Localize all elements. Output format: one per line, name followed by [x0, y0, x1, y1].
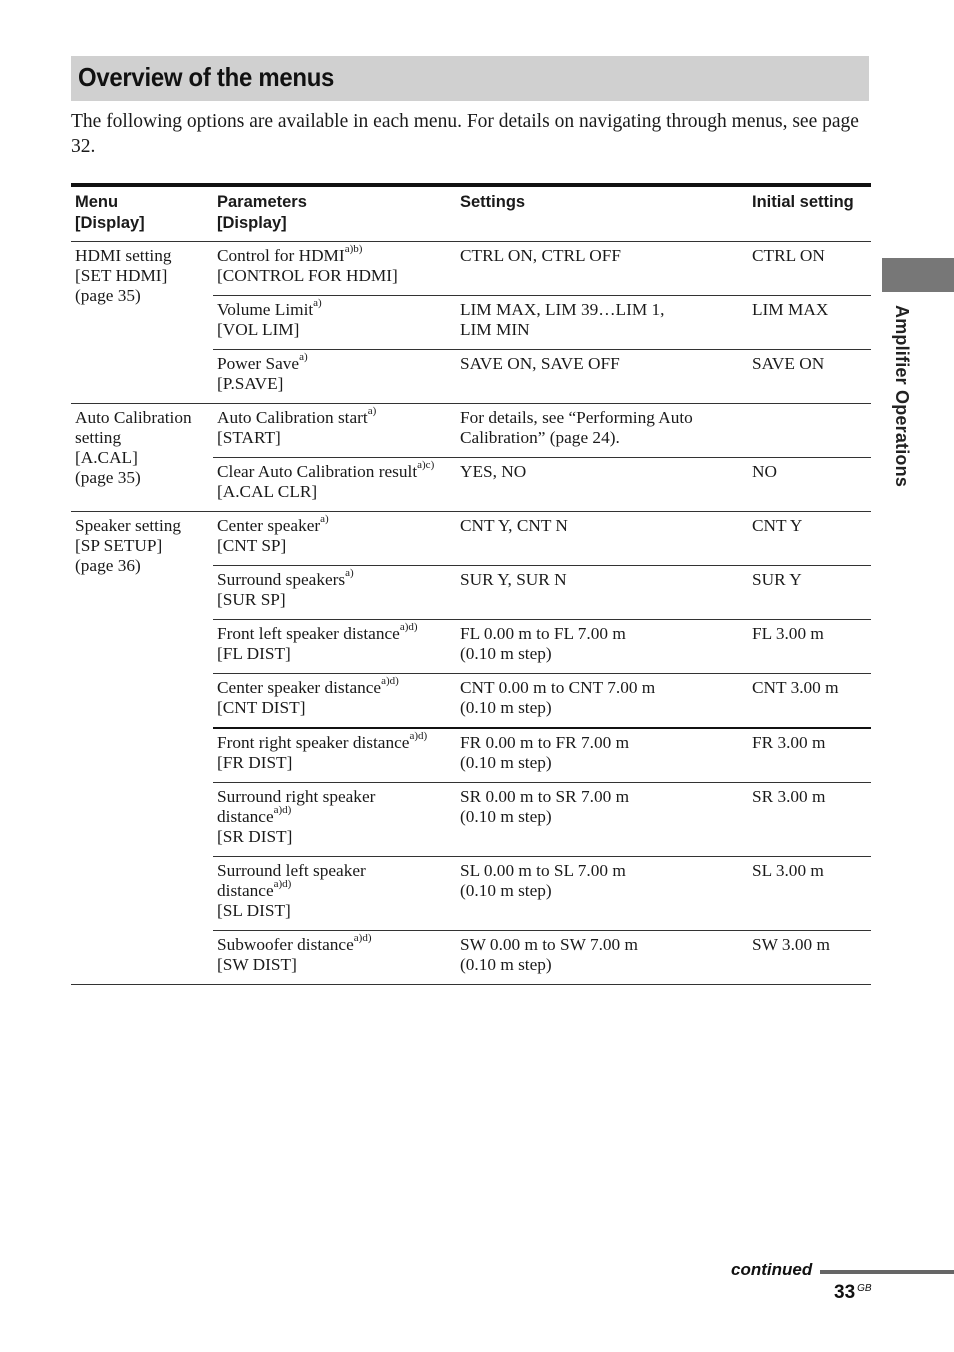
settings-line: CTRL ON, CTRL OFF: [460, 246, 621, 265]
parameter-name-text: Clear Auto Calibration result: [217, 462, 418, 481]
parameter-name-cont: [217, 804, 452, 827]
parameter-name: [217, 730, 452, 753]
parameter-name-text: Volume Limit: [217, 300, 314, 319]
page-title: Overview of the menus: [78, 62, 335, 92]
menu-name-line: Speaker setting: [75, 516, 182, 535]
settings-line: LIM MAX, LIM 39…LIM 1,: [460, 300, 665, 319]
settings-line: (0.10 m step): [460, 698, 552, 717]
parameter-name: [217, 243, 452, 266]
parameter-cell: [213, 674, 456, 729]
parameter-name-text: Front right speaker distance: [217, 733, 410, 752]
initial-setting-cell: [748, 620, 871, 674]
menu-name-line: HDMI setting: [75, 246, 172, 265]
parameter-display: [P.SAVE]: [217, 374, 284, 393]
footnote-ref: a)d): [273, 878, 292, 891]
initial-setting-cell: [748, 857, 871, 931]
initial-setting-value: CNT Y: [752, 516, 803, 535]
initial-setting-value: FR 3.00 m: [752, 733, 826, 752]
footnote-ref: a)b): [344, 243, 363, 256]
initial-setting-cell: [748, 350, 871, 404]
settings-cell: [456, 857, 748, 931]
parameter-name-text: Power Save: [217, 354, 300, 373]
parameter-name-text: distance: [217, 881, 274, 900]
table-row: [71, 242, 871, 296]
header-settings: [456, 185, 748, 242]
parameter-cell: [213, 404, 456, 458]
initial-setting-value: CTRL ON: [752, 246, 825, 265]
initial-setting-cell: [748, 783, 871, 857]
page-number: [834, 1282, 872, 1304]
settings-cell: [456, 620, 748, 674]
parameter-cell: [213, 242, 456, 296]
page-number-suffix: GB: [857, 1282, 872, 1294]
parameter-display: [CNT DIST]: [217, 698, 306, 717]
table-row: [71, 404, 871, 458]
settings-line: CNT Y, CNT N: [460, 516, 568, 535]
parameter-display: [SUR SP]: [217, 590, 286, 609]
parameter-name-text: Surround speakers: [217, 570, 346, 589]
parameter-name: [217, 459, 452, 482]
initial-setting-cell: [748, 404, 871, 458]
parameter-name-text: distance: [217, 807, 274, 826]
parameter-name: [217, 513, 452, 536]
parameter-name: [217, 621, 452, 644]
settings-line: (0.10 m step): [460, 955, 552, 974]
settings-line: FR 0.00 m to FR 7.00 m: [460, 733, 630, 752]
parameter-name-text: Surround left speaker: [217, 861, 366, 880]
parameter-cell: [213, 783, 456, 857]
parameter-name-cont: [217, 878, 452, 901]
parameter-display: [START]: [217, 428, 281, 447]
parameter-display: [VOL LIM]: [217, 320, 300, 339]
settings-cell: [456, 404, 748, 458]
footnote-ref: a)d): [399, 621, 418, 634]
parameter-display: [CNT SP]: [217, 536, 287, 555]
parameter-name-text: Surround right speaker: [217, 787, 376, 806]
settings-line: SUR Y, SUR N: [460, 570, 567, 589]
menu-name-line: [A.CAL]: [75, 448, 138, 467]
settings-cell: [456, 458, 748, 512]
settings-line: (0.10 m step): [460, 807, 552, 826]
initial-setting-value: SW 3.00 m: [752, 935, 830, 954]
settings-line: SW 0.00 m to SW 7.00 m: [460, 935, 638, 954]
settings-line: Calibration” (page 24).: [460, 428, 620, 447]
menu-cell: [71, 512, 213, 985]
initial-setting-cell: [748, 242, 871, 296]
header-parameters: [213, 185, 456, 242]
parameter-cell: [213, 620, 456, 674]
footnote-ref: a)d): [409, 730, 428, 743]
initial-setting-cell: [748, 674, 871, 729]
parameter-name: [217, 405, 452, 428]
parameter-cell: [213, 350, 456, 404]
parameter-name: [217, 675, 452, 698]
footnote-ref: a): [345, 567, 354, 580]
table-body: [71, 242, 871, 985]
settings-line: SR 0.00 m to SR 7.00 m: [460, 787, 630, 806]
footnote-ref: a)c): [417, 459, 435, 472]
menu-cell: [71, 242, 213, 404]
initial-setting-cell: [748, 728, 871, 783]
initial-setting-value: FL 3.00 m: [752, 624, 824, 643]
initial-setting-value: NO: [752, 462, 777, 481]
parameter-cell: [213, 512, 456, 566]
parameter-name-text: Control for HDMI: [217, 246, 345, 265]
settings-line: YES, NO: [460, 462, 527, 481]
parameter-name-text: Center speaker: [217, 516, 321, 535]
settings-cell: [456, 512, 748, 566]
parameter-name-text: Front left speaker distance: [217, 624, 400, 643]
settings-cell: [456, 931, 748, 985]
parameter-display: [CONTROL FOR HDMI]: [217, 266, 398, 285]
settings-line: SAVE ON, SAVE OFF: [460, 354, 620, 373]
initial-setting-value: SL 3.00 m: [752, 861, 824, 880]
section-tab-marker: [882, 258, 954, 292]
parameter-cell: [213, 931, 456, 985]
header-parameters-line2: [Display]: [217, 214, 287, 232]
settings-line: SL 0.00 m to SL 7.00 m: [460, 861, 626, 880]
header-initial-setting: [748, 185, 871, 242]
initial-setting-cell: [748, 512, 871, 566]
menu-name-line: setting: [75, 428, 122, 447]
header-parameters-line1: Parameters: [217, 193, 307, 211]
settings-cell: [456, 296, 748, 350]
parameter-name-text: Auto Calibration start: [217, 408, 368, 427]
settings-cell: [456, 783, 748, 857]
footnote-ref: a)d): [381, 675, 399, 688]
table-header-row: [71, 185, 871, 242]
parameter-display: [SW DIST]: [217, 955, 297, 974]
footnote-ref: a)d): [273, 804, 292, 817]
title-bar: [71, 56, 869, 101]
parameter-display: [SL DIST]: [217, 901, 291, 920]
header-menu-line1: Menu: [75, 193, 119, 211]
parameter-name-text: Subwoofer distance: [217, 935, 354, 954]
settings-cell: [456, 242, 748, 296]
settings-cell: [456, 350, 748, 404]
initial-setting-value: SAVE ON: [752, 354, 825, 373]
parameter-name: [217, 861, 452, 881]
initial-setting-cell: [748, 296, 871, 350]
settings-cell: [456, 566, 748, 620]
parameter-name: [217, 567, 452, 590]
parameter-cell: [213, 728, 456, 783]
menu-name-line: (page 35): [75, 286, 141, 305]
parameter-display: [FL DIST]: [217, 644, 291, 663]
menu-name-line: (page 36): [75, 556, 141, 575]
header-menu-line2: [Display]: [75, 214, 145, 232]
settings-line: (0.10 m step): [460, 881, 552, 900]
parameter-name: [217, 787, 452, 807]
continued-rule: [820, 1270, 954, 1274]
table-row: [71, 512, 871, 566]
initial-setting-value: LIM MAX: [752, 300, 829, 319]
menu-name-line: (page 35): [75, 468, 141, 487]
footnote-ref: a): [299, 351, 308, 364]
parameter-name-text: Center speaker distance: [217, 678, 382, 697]
settings-line: CNT 0.00 m to CNT 7.00 m: [460, 678, 656, 697]
parameter-name: [217, 932, 452, 955]
menu-name-line: [SP SETUP]: [75, 536, 163, 555]
settings-line: (0.10 m step): [460, 753, 552, 772]
parameter-name: [217, 351, 452, 374]
parameter-display: [FR DIST]: [217, 753, 293, 772]
initial-setting-cell: [748, 931, 871, 985]
parameter-cell: [213, 458, 456, 512]
footnote-ref: a): [367, 405, 377, 418]
footnote-ref: a): [320, 513, 329, 526]
parameter-cell: [213, 566, 456, 620]
section-tab-label: Amplifier Operations: [892, 305, 912, 488]
header-menu: [71, 185, 213, 242]
intro-paragraph: The following options are available in each menu. For details on navigating through menus, see page 32.: [71, 111, 859, 157]
footnote-ref: a)d): [353, 932, 372, 945]
menu-overview-table: [71, 183, 871, 985]
settings-line: FL 0.00 m to FL 7.00 m: [460, 624, 626, 643]
initial-setting-value: SUR Y: [752, 570, 802, 589]
menu-cell: [71, 404, 213, 512]
header-settings-label: Settings: [460, 193, 526, 211]
parameter-cell: [213, 857, 456, 931]
page-number-value: 33: [834, 1282, 856, 1303]
parameter-name: [217, 297, 452, 320]
parameter-display: [A.CAL CLR]: [217, 482, 318, 501]
settings-line: For details, see “Performing Auto: [460, 408, 693, 427]
parameter-cell: [213, 296, 456, 350]
parameter-display: [SR DIST]: [217, 827, 293, 846]
initial-setting-cell: [748, 458, 871, 512]
initial-setting-cell: [748, 566, 871, 620]
footnote-ref: a): [313, 297, 322, 310]
settings-cell: [456, 674, 748, 729]
initial-setting-value: CNT 3.00 m: [752, 678, 839, 697]
continued-label: continued: [731, 1260, 813, 1279]
header-initial-label: Initial setting: [752, 193, 854, 211]
settings-line: LIM MIN: [460, 320, 530, 339]
menu-name-line: Auto Calibration: [75, 408, 192, 427]
settings-line: (0.10 m step): [460, 644, 552, 663]
menu-name-line: [SET HDMI]: [75, 266, 168, 285]
settings-cell: [456, 728, 748, 783]
initial-setting-value: SR 3.00 m: [752, 787, 826, 806]
